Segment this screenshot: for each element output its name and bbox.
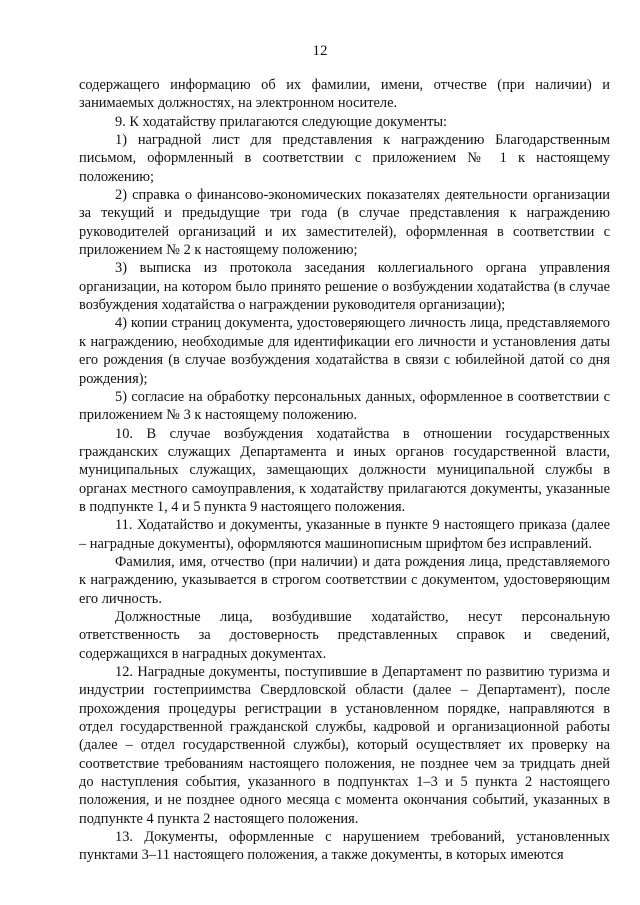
paragraph-responsibility: Должностные лица, возбудившие ходатайство, несут персональную ответственность за достоверность представленных справок и сведений, содержащихся в наградных документах. — [79, 608, 610, 662]
paragraph-subitem-1: 1) наградной лист для представления к награждению Благодарственным письмом, оформленный в соответствии с приложением № 1 к настоящему положению; — [79, 132, 610, 185]
paragraph-subitem-5: 5) согласие на обработку персональных данных, оформленное в соответствии с приложением № 3 к настоящему положению. — [79, 388, 610, 424]
paragraph-subitem-2: 2) справка о финансово-экономических показателях деятельности организации за текущий и предыдущие три года (в случае представления к награждению руководителей организаций и их заместителей), оформленная в соответствии с приложением № 2 к настоящему положению; — [79, 187, 610, 259]
paragraph-item-9: 9. К ходатайству прилагаются следующие документы: — [115, 113, 448, 130]
paragraph-item-13: 13. Документы, оформленные с нарушением требований, установленных пунктами 3–11 настоящего положения, а также документы, в которых имеются — [79, 829, 610, 864]
page-number: 12 — [312, 43, 328, 59]
paragraph-continuation: содержащего информацию об их фамилии, имени, отчестве (при наличии) и занимаемых должностях, на электронном носителе. — [79, 77, 610, 112]
paragraph-subitem-4: 4) копии страниц документа, удостоверяющего личность лица, представляемого к награждению, необходимые для идентификации его личности и установления даты его рождения (в случае возбуждения ходатайства в связи с юбилейной датой со дня рождения); — [79, 315, 610, 387]
paragraph-item-10: 10. В случае возбуждения ходатайства в отношении государственных гражданских служащих Департамента и иных органов государственной власти, муниципальных служащих, замещающих должности муниципальной службы в органах местного самоуправления, к ходатайству прилагаются документы, указанные в подпункте 1, 4 и 5 пункта 9 настоящего положения. — [79, 425, 610, 515]
paragraph-item-11: 11. Ходатайство и документы, указанные в пункте 9 настоящего приказа (далее – наградные документы), оформляются машинописным шрифтом без исправлений. — [79, 517, 610, 552]
paragraph-name-requirement: Фамилия, имя, отчество (при наличии) и дата рождения лица, представляемого к награждению, указывается в строгом соответствии с документом, удостоверяющим его личность. — [79, 553, 610, 607]
document-body — [79, 76, 610, 865]
paragraph-subitem-3: 3) выписка из протокола заседания коллегиального органа управления организации, на котором было принято решение о возбуждении ходатайства (в случае возбуждения ходатайства о награждении руководителя организации); — [79, 260, 610, 314]
paragraph-item-12: 12. Наградные документы, поступившие в Департамент по развитию туризма и индустрии гостеприимства Свердловской области (далее – Департамент), после прохождения процедуры регистрации в установленном порядке, направляются в отдел государственной гражданской службы, кадровой и организационной работы (далее – отдел государственной службы), который осуществляет их проверку на соответствие требованиям настоящего положения, не позднее чем за тридцать дней до наступления события, указанного в подпунктах 1–3 и 5 пункта 2 настоящего положения, и не позднее одного месяца с момента окончания событий, указанных в подпункте 4 пункта 2 настоящего положения. — [79, 664, 610, 827]
